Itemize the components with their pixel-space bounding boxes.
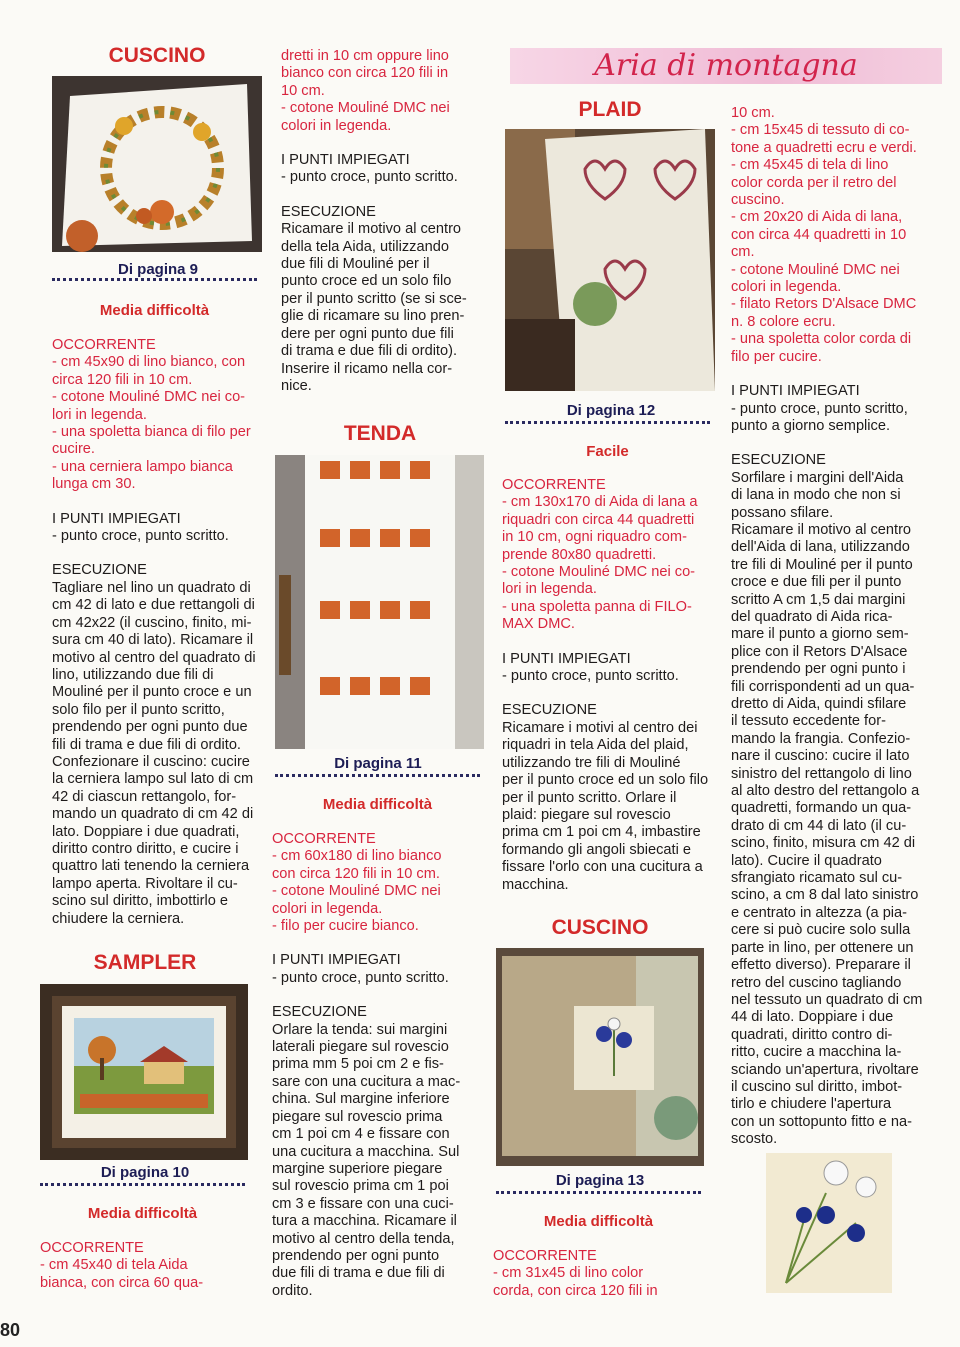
tenda-body [272,831,484,1300]
list-item: MAX DMC. [502,616,575,633]
text-line: tre fili di Mouliné per il punto [731,556,913,573]
text-line: nice. [281,377,312,394]
list-item: cm. [731,244,755,261]
text-line: prendendo per ogni punto i [731,661,906,678]
text-line: chiudere la cerniera. [52,910,185,927]
tenda-esecuzione-title: ESECUZIONE [272,1004,367,1021]
text-line: lampo aperta. Rivoltare il cu- [52,875,238,892]
list-item: - una spoletta bianca di filo per [52,424,251,441]
sampler-photo [40,984,248,1160]
text-line: Sorfilare i margini dell'Aida [731,469,904,486]
sampler-difficulty: Media difficoltà [87,1205,198,1222]
text-line: 42 di ciascun rettangolo, for- [52,788,237,805]
cuscino2-occorrente-title: OCCORRENTE [493,1248,597,1264]
plaid-page-ref: Di pagina 12 [558,402,664,419]
tenda-difficulty: Media difficoltà [322,796,433,813]
list-item: con circa 120 fili in 10 cm. [272,865,440,882]
cuscino1-photo [52,76,262,252]
text-line: croce e due fili per il punto [731,574,902,591]
text-line: 44 di lato. Doppiare i due [731,1009,894,1026]
list-item: tone a quadretti ecru e verdi. [731,139,917,156]
text-line: plaid: piegare sul rovescio [502,806,671,823]
list-item: - cotone Mouliné DMC nei co- [52,389,246,406]
text-line: dretto di Aida, quindi sfilare [731,696,907,712]
text-line: scosto. [731,1131,778,1148]
col2-top-body [281,48,491,395]
text-line: per il punto croce ed un solo filo [502,772,709,789]
sampler-occorrente-title: OCCORRENTE [40,1240,144,1256]
list-item: - cotone Mouliné DMC nei [272,883,441,900]
plaid-occorrente-list [502,494,714,633]
list-item: - una cerniera lampo bianca [52,458,233,475]
list-item: n. 8 colore ecru. [731,313,836,330]
cuscino2-occorrente-continued [731,105,943,366]
text-line: tirlo e chiudere l'apertura [731,1096,892,1113]
text-line: margine superiore piegare [272,1160,443,1177]
page-number: 80 [0,1320,21,1340]
framed-sampler-image [40,984,248,1160]
text-line: parte in lino, per ottenere un [731,939,914,956]
plaid-esecuzione-title: ESECUZIONE [502,702,597,719]
list-item: bianco con circa 120 fili in [281,65,449,82]
tenda-photo [275,455,484,749]
list-item: lori in legenda. [52,406,147,423]
text-line: Ricamare i motivi al centro dei [502,719,698,736]
list-item: riquadri con circa 44 quadretti [502,511,695,528]
text-line: di trama e due fili di ordito). [281,343,458,360]
text-line: tura a macchina. Ricamare il [272,1213,457,1230]
text-line: fili di trama e due fili di ordito. [52,736,241,753]
text-line: due fili di trama e due fili di [272,1265,445,1282]
text-line: lato. Doppiare i due quadrati, [52,823,240,840]
sampler-punti: - punto croce, punto scritto. [281,169,458,186]
text-line: due fili di Mouliné per il [281,256,430,273]
text-line: dere per ogni punto due fili [281,325,454,342]
text-line: sinistro del rettangolo di lino [731,765,912,782]
col4-body [731,105,943,1149]
list-item: cucire. [52,441,95,458]
cuscino1-difficulty: Media difficoltà [99,302,210,319]
list-item: - cotone Mouliné DMC nei [281,100,450,117]
text-line: quattro lati tenendo la cerniera [52,858,250,875]
text-line: prima cm 1 poi cm 4, imbastire [502,824,701,841]
text-line: prima mm 5 poi cm 2 e fis- [272,1056,444,1073]
cuscino2-esecuzione-title: ESECUZIONE [731,452,826,469]
text-line: del quadrato di Aida rica- [731,608,893,625]
text-line: piegare sul rovescio prima [272,1108,443,1125]
text-line: sul rovescio prima cm 1 poi [272,1178,449,1195]
sampler-punti-title: I PUNTI IMPIEGATI [281,152,410,169]
text-line: riquadri in tela Aida del plaid, [502,737,689,754]
plaid-occorrente-title: OCCORRENTE [502,477,606,493]
gentian-edelweiss-motif-image [766,1153,892,1293]
list-item: dretti in 10 cm oppure lino [281,48,449,64]
list-item: colori in legenda. [272,900,383,917]
plaid-body [502,477,714,894]
list-item: - cm 45x45 di tela di lino [731,157,889,174]
text-line: effetto diverso). Preparare il [731,957,911,974]
text-line: macchina. [502,876,569,893]
cuscino2-photo [496,948,704,1166]
cushion-wreath-image [52,76,262,252]
sampler-dotted-rule [40,1183,245,1186]
list-item: color corda per il retro del [731,174,897,191]
text-line: plice con il Retors D'Alsace [731,643,908,660]
text-line: motivo al centro del quadrato di [52,649,256,666]
cuscino1-title: CUSCINO [108,44,206,67]
text-line: dell'Aida di lana, utilizzando [731,539,910,556]
tenda-title: TENDA [343,422,417,445]
sampler-occorrente-continued [281,48,491,135]
list-item: - filo per cucire bianco. [272,918,419,935]
text-line: sciando un'apertura, rivoltare [731,1061,919,1078]
plaid-punti-title: I PUNTI IMPIEGATI [502,650,631,667]
list-item: corda, con circa 120 fili in [493,1282,658,1299]
text-line: Orlare la tenda: sui margini [272,1021,448,1038]
text-line: quadretti, formando un qua- [731,800,912,817]
tenda-punti-title: I PUNTI IMPIEGATI [272,952,401,969]
text-line: lino, utilizzando due fili di [52,666,214,683]
text-line: mare il punto a giorno sem- [731,626,909,643]
text-line: cm 3 e fissare con una cuci- [272,1195,454,1212]
text-line: solo filo per il punto scritto, [52,701,225,718]
list-item: prende 80x80 quadretti. [502,546,657,563]
list-item: con circa 44 quadretti in 10 [731,226,907,243]
text-line: il cuscino sul diritto, imbot- [731,1078,903,1095]
cuscino2-esecuzione [731,470,943,1149]
text-line: della tela Aida, utilizzando [281,238,449,255]
plaid-blanket-image [505,129,715,391]
text-line: diritto contro diritto, e cucire i [52,840,239,857]
text-line: fili corrispondenti ad un qua- [731,678,915,695]
section-banner-title: Aria di montagna [594,48,858,83]
list-item: - cotone Mouliné DMC nei [731,261,900,278]
text-line: cere si può cucire solo sulla [731,922,911,939]
text-line: Tagliare nel lino un quadrato di [52,579,251,596]
cuscino1-occorrente-title: OCCORRENTE [52,337,156,353]
text-line: fissare l'orlo con una cucitura a [502,859,703,876]
text-line: cm 42 di lato e due rettangoli di [52,597,255,614]
list-item: - cm 130x170 di Aida di lana a [502,494,698,511]
text-line: quadrati, diritto contro di- [731,1026,893,1043]
list-item: lunga cm 30. [52,476,136,493]
text-line: mando un quadrato di cm 42 di [52,806,254,823]
sampler-esecuzione [281,221,491,395]
cuscino1-esecuzione [52,580,260,928]
text-line: motivo al centro della tenda, [272,1230,455,1247]
text-line: Confezionare il cuscino: cucire [52,753,250,770]
cuscino1-page-ref: Di pagina 9 [110,261,206,278]
plaid-photo [505,129,715,391]
list-item: - una spoletta panna di FILO- [502,598,692,615]
list-item: in 10 cm, ogni riquadro com- [502,529,687,546]
text-line: Ricamare il motivo al centro [281,221,462,238]
cuscino1-punti-title: I PUNTI IMPIEGATI [52,510,181,527]
text-line: Ricamare il motivo al centro [731,521,912,538]
text-line: di lana in modo che non si [731,487,901,504]
cuscino1-dotted-rule [52,278,257,281]
text-line: prendendo per ogni punto [272,1247,440,1264]
list-item: colori in legenda. [731,279,842,296]
list-item: - cm 20x20 di Aida di lana, [731,209,903,226]
text-line: Mouliné per il punto croce e un [52,684,252,701]
tenda-punti: - punto croce, punto scritto. [272,969,449,986]
curtain-image [275,455,484,749]
text-line: scino, a cm 8 dal lato sinistro [731,887,919,904]
plaid-esecuzione [502,720,714,894]
tenda-occorrente-title: OCCORRENTE [272,831,376,847]
text-line: glie di ricamare su lino pren- [281,308,465,325]
sampler-title: SAMPLER [93,951,197,974]
plaid-difficulty: Facile [586,443,629,460]
cuscino2-title: CUSCINO [551,916,649,939]
text-line: con un sottopunto fitto e na- [731,1113,912,1130]
text-line: drato di cm 44 di lato (il cu- [731,817,907,834]
tenda-dotted-rule [275,774,480,777]
text-line: ordito. [272,1282,313,1299]
text-line: sura cm 40 di lato). Ricamare il [52,632,254,649]
list-item: 10 cm. [731,105,775,121]
cuscino1-body [52,337,260,928]
text-line: prendendo per ogni punto due [52,719,248,736]
list-item: circa 120 fili in 10 cm. [52,371,193,388]
text-line: lato). Cucire il quadrato [731,852,882,869]
sampler-body [40,1240,248,1292]
cuscino2-punti-title: I PUNTI IMPIEGATI [731,383,860,400]
text-line: una cucitura a macchina. Sul [272,1143,460,1160]
text-line: possano sfilare. [731,504,834,521]
text-line: cm 1 poi cm 4 e fissare con [272,1126,450,1143]
cuscino2-difficulty: Media difficoltà [543,1213,654,1230]
text-line: il tessuto eccedente for- [731,713,886,730]
embroidery-motif-photo [766,1153,892,1293]
text-line: e centrato in altezza (a pia- [731,904,908,921]
plaid-dotted-rule [505,421,710,424]
list-item: 10 cm. [281,82,325,99]
text-line: la cerniera lampo sul lato di cm [52,771,254,788]
cuscino1-occorrente-list [52,354,260,493]
list-item: - una spoletta color corda di [731,331,912,348]
text-line: al alto destro del rettangolo a [731,783,920,800]
text-line: scino, finito, misura cm 42 di [731,835,916,852]
cuscino2-page-ref: Di pagina 13 [544,1172,656,1189]
text-line: cm 42x22 (il cuscino, finito, mi- [52,614,252,631]
text-line: scritto A cm 1,5 dai margini [731,591,906,608]
text-line: punto croce ed un solo filo [281,273,452,290]
cuscino2-dotted-rule [496,1191,701,1194]
text-line: nare il cuscino: cucire il lato [731,748,910,765]
plaid-title: PLAID [578,98,642,121]
cuscino1-esecuzione-title: ESECUZIONE [52,562,147,579]
cuscino1-punti: - punto croce, punto scritto. [52,528,229,545]
text-line: ritto, cucire a macchina la- [731,1044,902,1061]
tenda-esecuzione [272,1022,484,1301]
sampler-esecuzione-title: ESECUZIONE [281,203,376,220]
text-line: formando gli angoli sbiecati e [502,841,692,858]
text-line: retro del cuscino tagliando [731,974,902,991]
list-item: colori in legenda. [281,117,392,134]
list-item: bianca, con circa 60 qua- [40,1274,204,1291]
list-item: - cm 31x45 di lino color [493,1265,644,1282]
cuscino2-body [493,1248,705,1300]
cushion-flowers-image [496,948,704,1166]
text-line: utilizzando tre fili di Mouliné [502,754,681,771]
text-line: sare con una cucitura a mac- [272,1073,461,1090]
list-item: - cm 15x45 di tessuto di co- [731,122,910,139]
cuscino2-punti: - punto croce, punto scritto, [731,400,908,417]
text-line: nel tessuto un quadrato di cm [731,991,923,1008]
text-line: china. Sul margine inferiore [272,1091,450,1108]
list-item: - cm 45x40 di tela Aida [40,1257,188,1274]
text-line: mando la frangia. Confezio- [731,730,911,747]
text-line: scino sul diritto, imbottirlo e [52,893,229,910]
cuscino2-punti: punto a giorno semplice. [731,417,891,434]
sampler-page-ref: Di pagina 10 [92,1164,198,1181]
list-item: lori in legenda. [502,581,597,598]
list-item: filo per cucire. [731,348,822,365]
text-line: sfrangiato ricamato sul cu- [731,870,903,887]
list-item: - cm 45x90 di lino bianco, con [52,354,246,371]
text-line: per il punto scritto (se si sce- [281,290,467,307]
tenda-page-ref: Di pagina 11 [322,755,434,772]
list-item: cuscino. [731,192,785,209]
text-line: laterali piegare sul rovescio [272,1039,449,1056]
text-line: Inserire il ricamo nella cor- [281,360,453,377]
tenda-occorrente-list [272,848,484,935]
list-item: - cm 60x180 di lino bianco [272,848,442,865]
text-line: per il punto scritto. Orlare il [502,789,677,806]
list-item: - filato Retors D'Alsace DMC [731,296,917,313]
plaid-punti: - punto croce, punto scritto. [502,668,679,685]
list-item: - cotone Mouliné DMC nei co- [502,564,696,581]
